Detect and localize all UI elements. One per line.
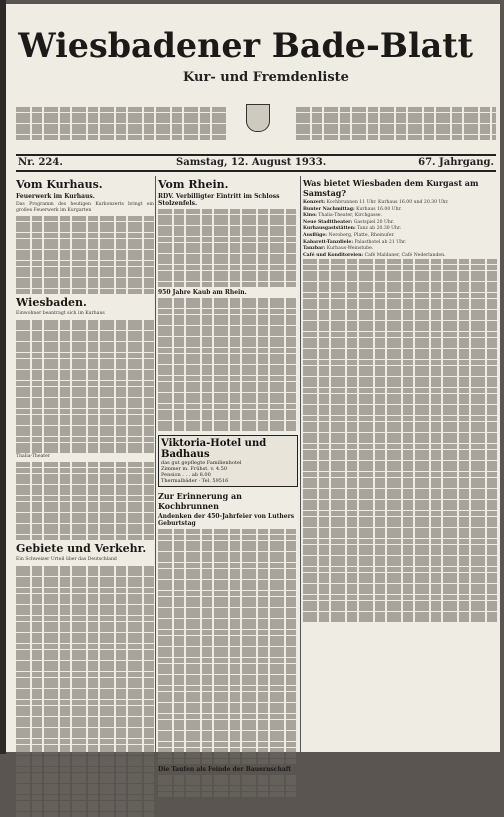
event-text: Tanz ab 20.30 Uhr. <box>355 226 402 232</box>
event-list <box>303 200 498 258</box>
heading-gebiete-verkehr: Gebiete und Verkehr. <box>16 542 147 556</box>
event-label: Neue Stadttheater: <box>303 219 353 225</box>
event-text: Café Maldaner, Café Nederlanden. <box>363 252 446 258</box>
issue-number: Nr. 224. <box>18 157 63 168</box>
paragraph: Einwohner beantragt sich im Kurhaus <box>16 310 105 316</box>
event-item <box>303 213 498 219</box>
column-divider <box>155 176 156 754</box>
heading-wiesbaden: Wiesbaden. <box>16 295 87 309</box>
event-label: Konzert: <box>303 200 326 205</box>
event-text: Neroberg, Platte, Rheinufer. <box>327 232 395 238</box>
heading-taufen: Die Taufen als Feinde der Bauernschaft <box>158 765 292 773</box>
masthead-subtitle: Kur- und Fremdenliste <box>183 70 349 85</box>
event-item <box>303 233 498 239</box>
column-middle <box>158 176 298 773</box>
event-item <box>303 240 498 246</box>
event-item <box>303 207 498 213</box>
ad-line: Pension . . . ab 8.00 <box>161 472 211 479</box>
event-label: Tanzbar: <box>303 246 326 252</box>
publisher-notice-left <box>16 107 226 147</box>
issue-volume: 67. Jahrgang. <box>418 157 494 168</box>
column-right <box>303 176 498 754</box>
paragraph: Das Programm des heutigen Kurkonzerts bringt ein großes Feuerwerk im Kurgarten <box>16 202 154 213</box>
paragraph: Thalia-Theater <box>16 453 51 459</box>
subheading-luther: Andenken der 450-Jahrfeier von Luthers Geburtstag <box>158 513 295 528</box>
event-item <box>303 200 498 206</box>
event-text: Kochbrunnen 11 Uhr. Kurhaus 16.00 und 20.30 Uhr. <box>325 200 449 205</box>
ad-line: Zimmer m. Frühst. v. 4.50 <box>161 466 228 473</box>
event-label: Café und Konditoreien: <box>303 252 364 258</box>
subheading-stolzenfels: RDV. Verbilligter Eintritt im Schloss Stolzenfels. <box>158 193 280 207</box>
column-divider <box>300 176 301 754</box>
ad-title: Viktoria-Hotel und Badhaus <box>161 438 267 461</box>
subheading-feuerwerk: Feuerwerk im Kurhaus. <box>16 193 95 200</box>
city-crest-icon <box>246 104 270 132</box>
event-label: Bunter Nachmittag: <box>303 206 355 212</box>
event-label: Kurhausgaststätten: <box>303 226 356 232</box>
ad-line: Thermalbäder · Tel. 59516 <box>161 478 229 485</box>
column-left <box>16 176 154 754</box>
ad-line: das gut gepflegte Familienhotel <box>161 460 242 467</box>
paragraph: Ein Schweizer Urteil über das Deutschland <box>16 557 117 563</box>
heading-kochbrunnen: Zur Erinnerung an Kochbrunnen <box>158 491 242 512</box>
event-item <box>303 226 498 232</box>
event-item <box>303 220 498 226</box>
heading-kaub: 950 Jahre Kaub am Rhein. <box>158 288 247 296</box>
event-label: Kabarett-Tanzdiele: <box>303 239 354 245</box>
event-label: Kino: <box>303 213 317 219</box>
issue-date: Samstag, 12. August 1933. <box>176 157 327 168</box>
event-label: Ausflüge: <box>303 232 328 238</box>
event-text: Kurhaus-Weinstube. <box>325 246 374 252</box>
issue-info-bar <box>16 154 496 172</box>
publisher-notice-right <box>296 107 496 147</box>
event-item <box>303 246 498 252</box>
heading-kurgast-samstag: Was bietet Wiesbaden dem Kurgast am Samstag? <box>303 178 479 198</box>
event-text: Palasthotel ab 21 Uhr. <box>353 239 407 245</box>
heading-vom-rhein: Vom Rhein. <box>158 178 229 191</box>
event-text: Gastspiel 20 Uhr. <box>352 219 395 225</box>
event-text: Kurhaus 16.00 Uhr. <box>354 206 402 212</box>
event-item <box>303 253 498 259</box>
hotel-advertisement <box>158 435 298 487</box>
masthead-title: Wiesbadener Bade-Blatt <box>18 26 473 66</box>
newspaper-page <box>6 4 500 773</box>
event-text: Thalia-Theater, Kirchgasse. <box>316 213 382 219</box>
heading-vom-kurhaus: Vom Kurhaus. <box>16 178 103 191</box>
